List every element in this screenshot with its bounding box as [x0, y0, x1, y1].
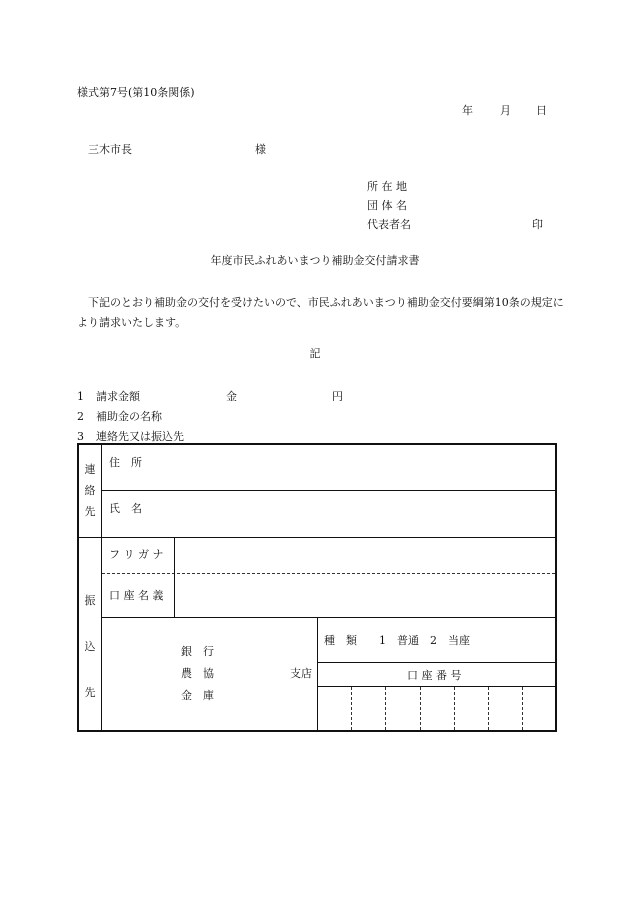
item-subsidy-name: 2 補助金の名称 — [77, 410, 162, 423]
contact-header: 連 絡 先 — [84, 463, 96, 518]
transfer-header: 振 込 先 — [84, 594, 96, 699]
name-field[interactable] — [159, 494, 549, 534]
applicant-address-label: 所 在 地 — [367, 180, 407, 193]
item-request-amount: 1 請求金額 金 円 — [77, 387, 184, 407]
date-day: 日 — [536, 104, 547, 117]
address-label: 住 所 — [109, 456, 142, 469]
date-month: 月 — [500, 104, 511, 117]
addressee-name: 三木市長 — [88, 143, 132, 156]
date-year: 年 — [462, 104, 473, 117]
account-number-label: 口 座 番 号 — [407, 669, 462, 682]
bank-type-bank: 銀 行 — [181, 645, 214, 658]
bank-type-shinkin: 金 庫 — [181, 689, 214, 702]
account-name-field[interactable] — [177, 576, 551, 615]
contact-transfer-table — [77, 443, 557, 732]
item-contact: 3 連絡先又は振込先 — [77, 430, 184, 443]
account-type: 種 類 1 普通 2 当座 — [324, 634, 470, 647]
applicant-rep-label: 代表者名 — [367, 218, 411, 231]
branch-label: 支店 — [290, 667, 312, 680]
yen-label: 円 — [332, 390, 343, 403]
furigana-label: フ リ ガ ナ — [109, 548, 164, 561]
applicant-org-label: 団 体 名 — [367, 199, 407, 212]
furigana-field[interactable] — [177, 540, 551, 571]
name-label: 氏 名 — [109, 502, 142, 515]
account-name-label: 口 座 名 義 — [109, 589, 164, 602]
body-text: 下記のとおり補助金の交付を受けたいので、市民ふれあいまつり補助金交付要綱第10条の規定により請求いたします。 — [77, 296, 564, 329]
bank-type-ja: 農 協 — [181, 667, 214, 680]
account-number-field[interactable] — [319, 688, 553, 729]
kin-label: 金 — [226, 390, 237, 403]
ki-heading: 記 — [309, 347, 321, 360]
document-title: 年度市民ふれあいまつり補助金交付請求書 — [210, 254, 420, 267]
form-number: 様式第7号(第10条関係) — [77, 86, 195, 99]
addressee-honorific: 様 — [255, 143, 266, 156]
item-list — [77, 387, 343, 447]
address-field[interactable] — [159, 449, 549, 487]
seal-mark: 印 — [532, 218, 543, 231]
